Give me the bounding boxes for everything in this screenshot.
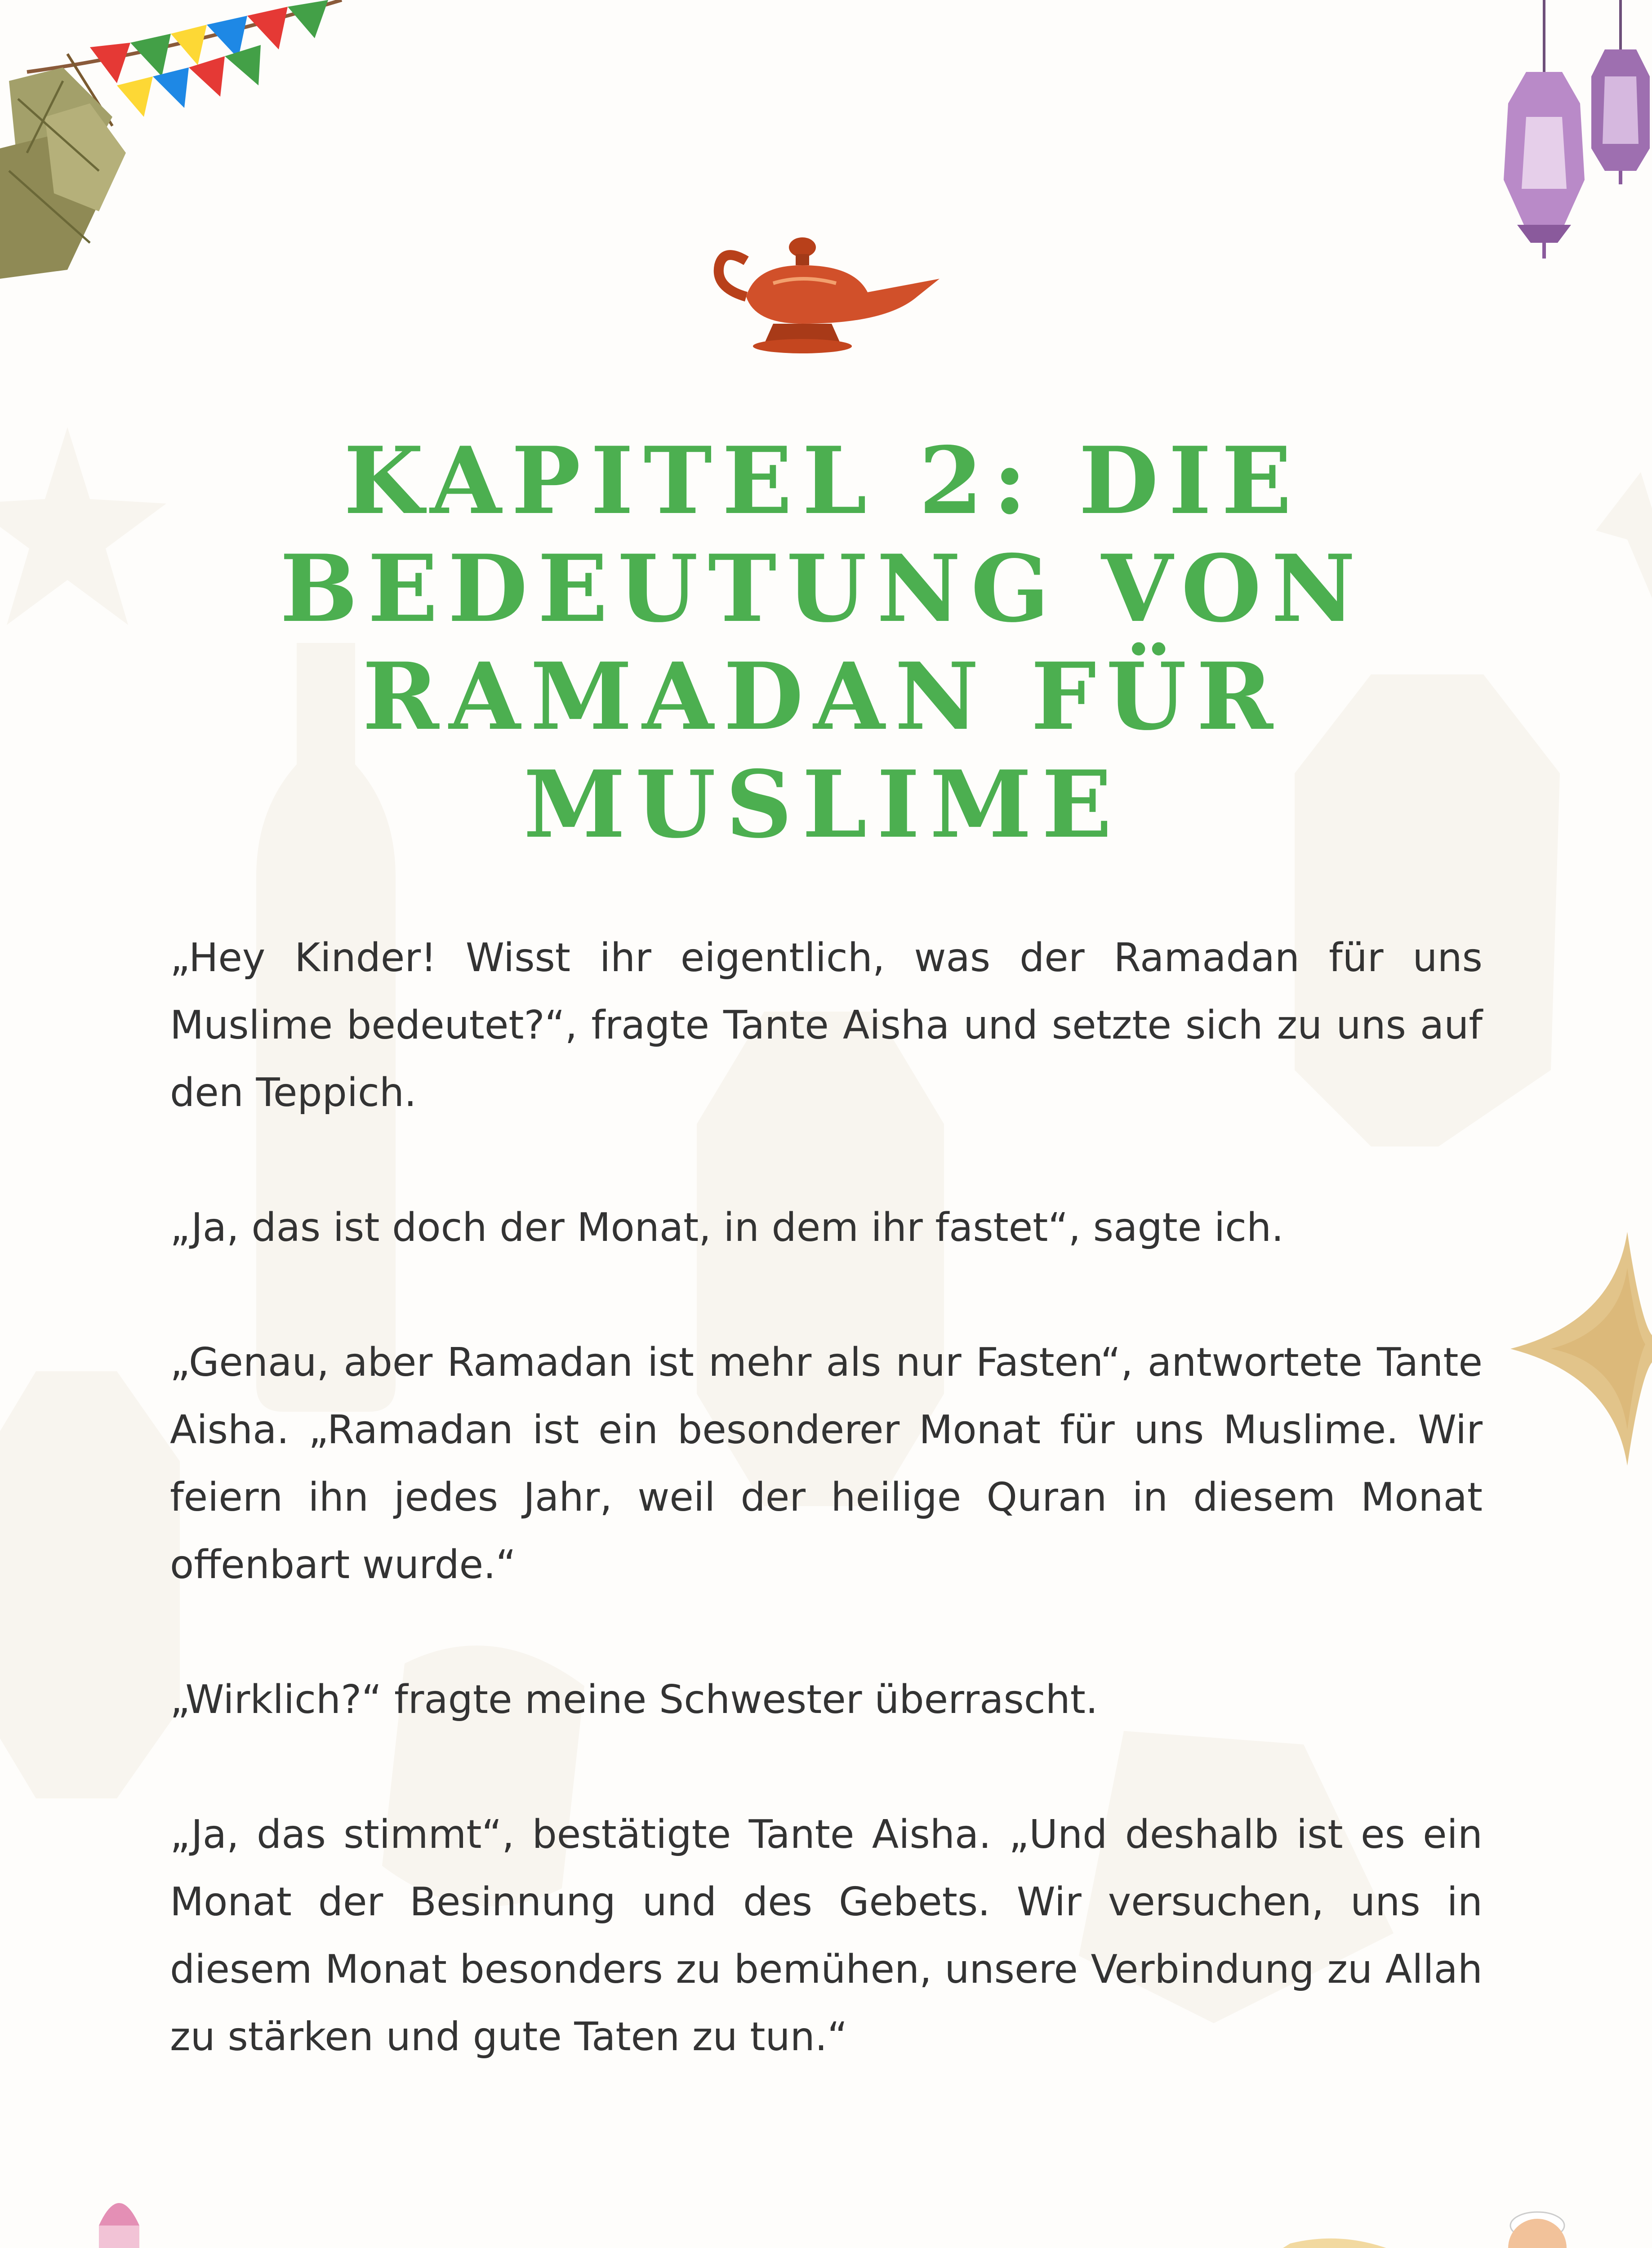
chapter-title <box>171 427 1474 859</box>
chapter-title-line: BEDEUTUNG VON <box>280 535 1366 643</box>
chapter-title-line: MUSLIME <box>523 751 1122 859</box>
oil-lamp-icon <box>706 220 948 355</box>
mosque-illustration <box>0 2172 405 2248</box>
chapter-title-line: KAPITEL 2: DIE <box>343 427 1302 535</box>
paragraph: „Hey Kinder! Wisst ihr eigentlich, was der Ramadan für uns Muslime bedeutet?“, fragte Tante Aisha und setzte sich zu uns auf den Teppich. <box>170 935 1483 1115</box>
paragraph: „Wirklich?“ fragte meine Schwester überrascht. <box>170 1677 1098 1722</box>
paragraph: „Ja, das ist doch der Monat, in dem ihr fastet“, sagte ich. <box>170 1204 1284 1250</box>
golden-star-decoration <box>1510 1232 1652 1466</box>
paragraph: „Genau, aber Ramadan ist mehr als nur Fasten“, antwortete Tante Aisha. „Ramadan ist ein besonderer Monat für uns Muslime. Wir feiern ihn jedes Jahr, weil der heilige Quran in diesem Monat offenbart wurde.“ <box>170 1339 1483 1588</box>
paragraph: „Ja, das stimmt“, bestätigte Tante Aisha. „Und deshalb ist es ein Monat der Besinnung und des Gebets. Wir versuchen, uns in diesem Monat besonders zu bemühen, unsere Verbindung zu Allah zu stärken und gute Taten zu tun.“ <box>170 1811 1483 2060</box>
bunting-flags-decoration <box>0 0 360 292</box>
quran-and-praying-boy-illustration <box>1227 2194 1652 2248</box>
chapter-title-line: RAMADAN FÜR <box>362 643 1283 751</box>
story-text <box>170 924 1483 2138</box>
hanging-lanterns-decoration <box>1483 0 1652 270</box>
